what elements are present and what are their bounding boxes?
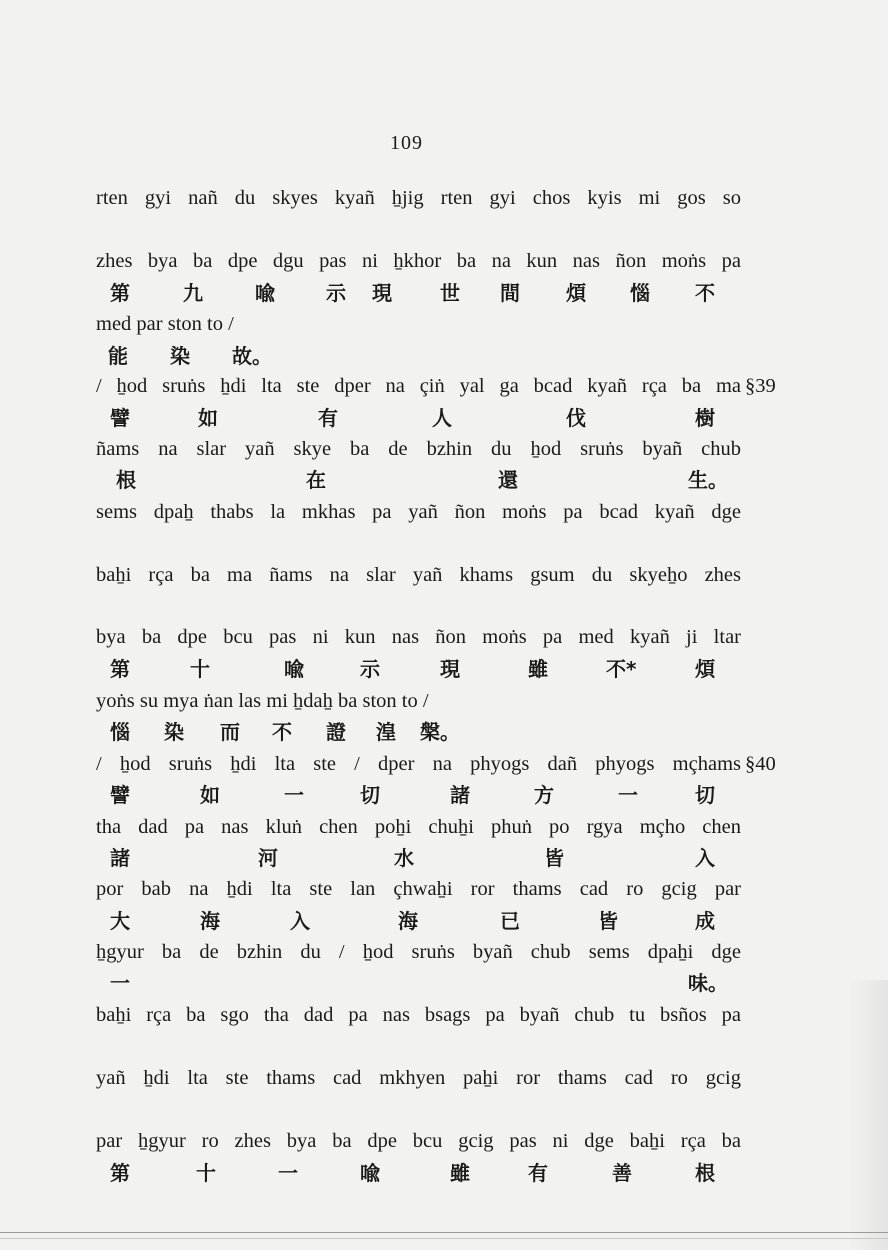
bottom-rule-secondary xyxy=(0,1238,888,1239)
tibetan-line: par ẖgyur ro zhes bya ba dpe bcu gcig pas ni dge baẖi rça ba xyxy=(96,1130,741,1152)
chinese-char: 善 xyxy=(612,1161,632,1185)
chinese-char: 一 xyxy=(284,783,304,807)
tibetan-line: ẖgyur ba de bzhin du / ẖod sruṅs byañ chub sems dpaẖi dge xyxy=(96,941,741,963)
chinese-char: 世 xyxy=(440,281,460,305)
chinese-gloss-line xyxy=(0,720,888,746)
tibetan-line: sems dpaẖ thabs la mkhas pa yañ ñon moṅs pa bcad kyañ dge xyxy=(96,501,741,523)
section-mark: §40 xyxy=(745,753,776,775)
chinese-char: 示 xyxy=(360,657,380,681)
chinese-char: 示 xyxy=(326,281,346,305)
chinese-char: 現 xyxy=(372,281,392,305)
chinese-gloss-line xyxy=(0,783,888,809)
page-number: 109 xyxy=(390,132,423,154)
chinese-char: 染 xyxy=(170,344,190,368)
chinese-char: 方 xyxy=(534,783,554,807)
chinese-char: 煩 xyxy=(695,657,715,681)
chinese-gloss-line xyxy=(0,344,888,370)
tibetan-line: yoṅs su mya ṅan las mi ẖdaẖ ba ston to / xyxy=(96,690,429,712)
section-mark: §39 xyxy=(745,375,776,397)
chinese-char: 不* xyxy=(606,657,637,681)
chinese-char: 還 xyxy=(498,468,518,492)
chinese-char: 諸 xyxy=(110,846,130,870)
chinese-char: 第 xyxy=(110,657,130,681)
tibetan-line: zhes bya ba dpe dgu pas ni ẖkhor ba na kun nas ñon moṅs pa xyxy=(96,250,741,272)
chinese-char: 一 xyxy=(278,1161,298,1185)
chinese-char: 故。 xyxy=(232,344,272,368)
chinese-char: 能 xyxy=(108,344,128,368)
chinese-gloss-line xyxy=(0,281,888,307)
tibetan-line: ñams na slar yañ skye ba de bzhin du ẖod sruṅs byañ chub xyxy=(96,438,741,460)
chinese-char: 如 xyxy=(198,406,218,430)
tibetan-line: tha dad pa nas kluṅ chen poẖi chuẖi phuṅ po rgya mçho chen xyxy=(96,816,741,838)
chinese-char: 味。 xyxy=(688,971,728,995)
chinese-gloss-line xyxy=(0,1161,888,1187)
chinese-char: 第 xyxy=(110,1161,130,1185)
chinese-char: 皆 xyxy=(598,909,618,933)
chinese-gloss-line xyxy=(0,971,888,997)
chinese-char: 根 xyxy=(116,468,136,492)
chinese-char: 切 xyxy=(360,783,380,807)
chinese-char: 煩 xyxy=(566,281,586,305)
chinese-char: 入 xyxy=(290,909,310,933)
chinese-char: 喩 xyxy=(284,657,304,681)
chinese-char: 成 xyxy=(695,909,715,933)
chinese-char: 入 xyxy=(695,846,715,870)
chinese-char: 惱 xyxy=(110,720,130,744)
chinese-char: 人 xyxy=(432,406,452,430)
tibetan-line: bya ba dpe bcu pas ni kun nas ñon moṅs pa med kyañ ji ltar xyxy=(96,626,741,648)
chinese-gloss-line xyxy=(0,406,888,432)
chinese-char: 染 xyxy=(164,720,184,744)
chinese-char: 生。 xyxy=(688,468,728,492)
chinese-char: 在 xyxy=(306,468,326,492)
chinese-char: 大 xyxy=(110,909,130,933)
tibetan-line: baẖi rça ba ma ñams na slar yañ khams gsum du skyeẖo zhes xyxy=(96,564,741,586)
chinese-char: 惱 xyxy=(630,281,650,305)
chinese-char: 譬 xyxy=(110,783,130,807)
tibetan-line: yañ ẖdi lta ste thams cad mkhyen paẖi ror thams cad ro gcig xyxy=(96,1067,741,1089)
chinese-char: 九 xyxy=(183,281,203,305)
tibetan-line: med par ston to / xyxy=(96,313,234,335)
chinese-char: 伐 xyxy=(566,406,586,430)
chinese-char: 雖 xyxy=(528,657,548,681)
chinese-gloss-line xyxy=(0,468,888,494)
chinese-char: 譬 xyxy=(110,406,130,430)
chinese-char: 根 xyxy=(695,1161,715,1185)
chinese-char: 有 xyxy=(528,1161,548,1185)
chinese-char: 一 xyxy=(110,971,130,995)
tibetan-line: por bab na ẖdi lta ste lan çhwaẖi ror thams cad ro gcig par xyxy=(96,878,741,900)
chinese-char: 間 xyxy=(500,281,520,305)
tibetan-line: baẖi rça ba sgo tha dad pa nas bsags pa byañ chub tu bsños pa xyxy=(96,1004,741,1026)
chinese-char: 湟 xyxy=(376,720,396,744)
chinese-char: 現 xyxy=(440,657,460,681)
chinese-char: 不 xyxy=(695,281,715,305)
chinese-char: 河 xyxy=(258,846,278,870)
tibetan-line: / ẖod sruṅs ẖdi lta ste / dper na phyogs dañ phyogs mçhams xyxy=(96,753,741,775)
scan-edge-shadow xyxy=(848,980,888,1250)
chinese-char: 皆 xyxy=(544,846,564,870)
tibetan-line: rten gyi nañ du skyes kyañ ẖjig rten gyi chos kyis mi gos so xyxy=(96,187,741,209)
chinese-char: 有 xyxy=(318,406,338,430)
chinese-char: 海 xyxy=(398,909,418,933)
chinese-char: 十 xyxy=(190,657,210,681)
chinese-gloss-line xyxy=(0,909,888,935)
chinese-char: 槃。 xyxy=(420,720,460,744)
chinese-char: 證 xyxy=(326,720,346,744)
chinese-char: 諸 xyxy=(450,783,470,807)
chinese-char: 切 xyxy=(695,783,715,807)
chinese-char: 水 xyxy=(394,846,414,870)
chinese-char: 而 xyxy=(220,720,240,744)
chinese-char: 海 xyxy=(200,909,220,933)
bottom-rule xyxy=(0,1232,888,1233)
chinese-gloss-line xyxy=(0,846,888,872)
chinese-char: 已 xyxy=(500,909,520,933)
chinese-char: 第 xyxy=(110,281,130,305)
chinese-char: 十 xyxy=(196,1161,216,1185)
chinese-char: 如 xyxy=(200,783,220,807)
tibetan-line: / ẖod sruṅs ẖdi lta ste dper na çiṅ yal ga bcad kyañ rça ba ma xyxy=(96,375,741,397)
chinese-char: 不 xyxy=(272,720,292,744)
chinese-char: 喩 xyxy=(360,1161,380,1185)
chinese-gloss-line xyxy=(0,657,888,683)
chinese-char: 喩 xyxy=(255,281,275,305)
chinese-char: 一 xyxy=(618,783,638,807)
chinese-char: 樹 xyxy=(695,406,715,430)
chinese-char: 雖 xyxy=(450,1161,470,1185)
